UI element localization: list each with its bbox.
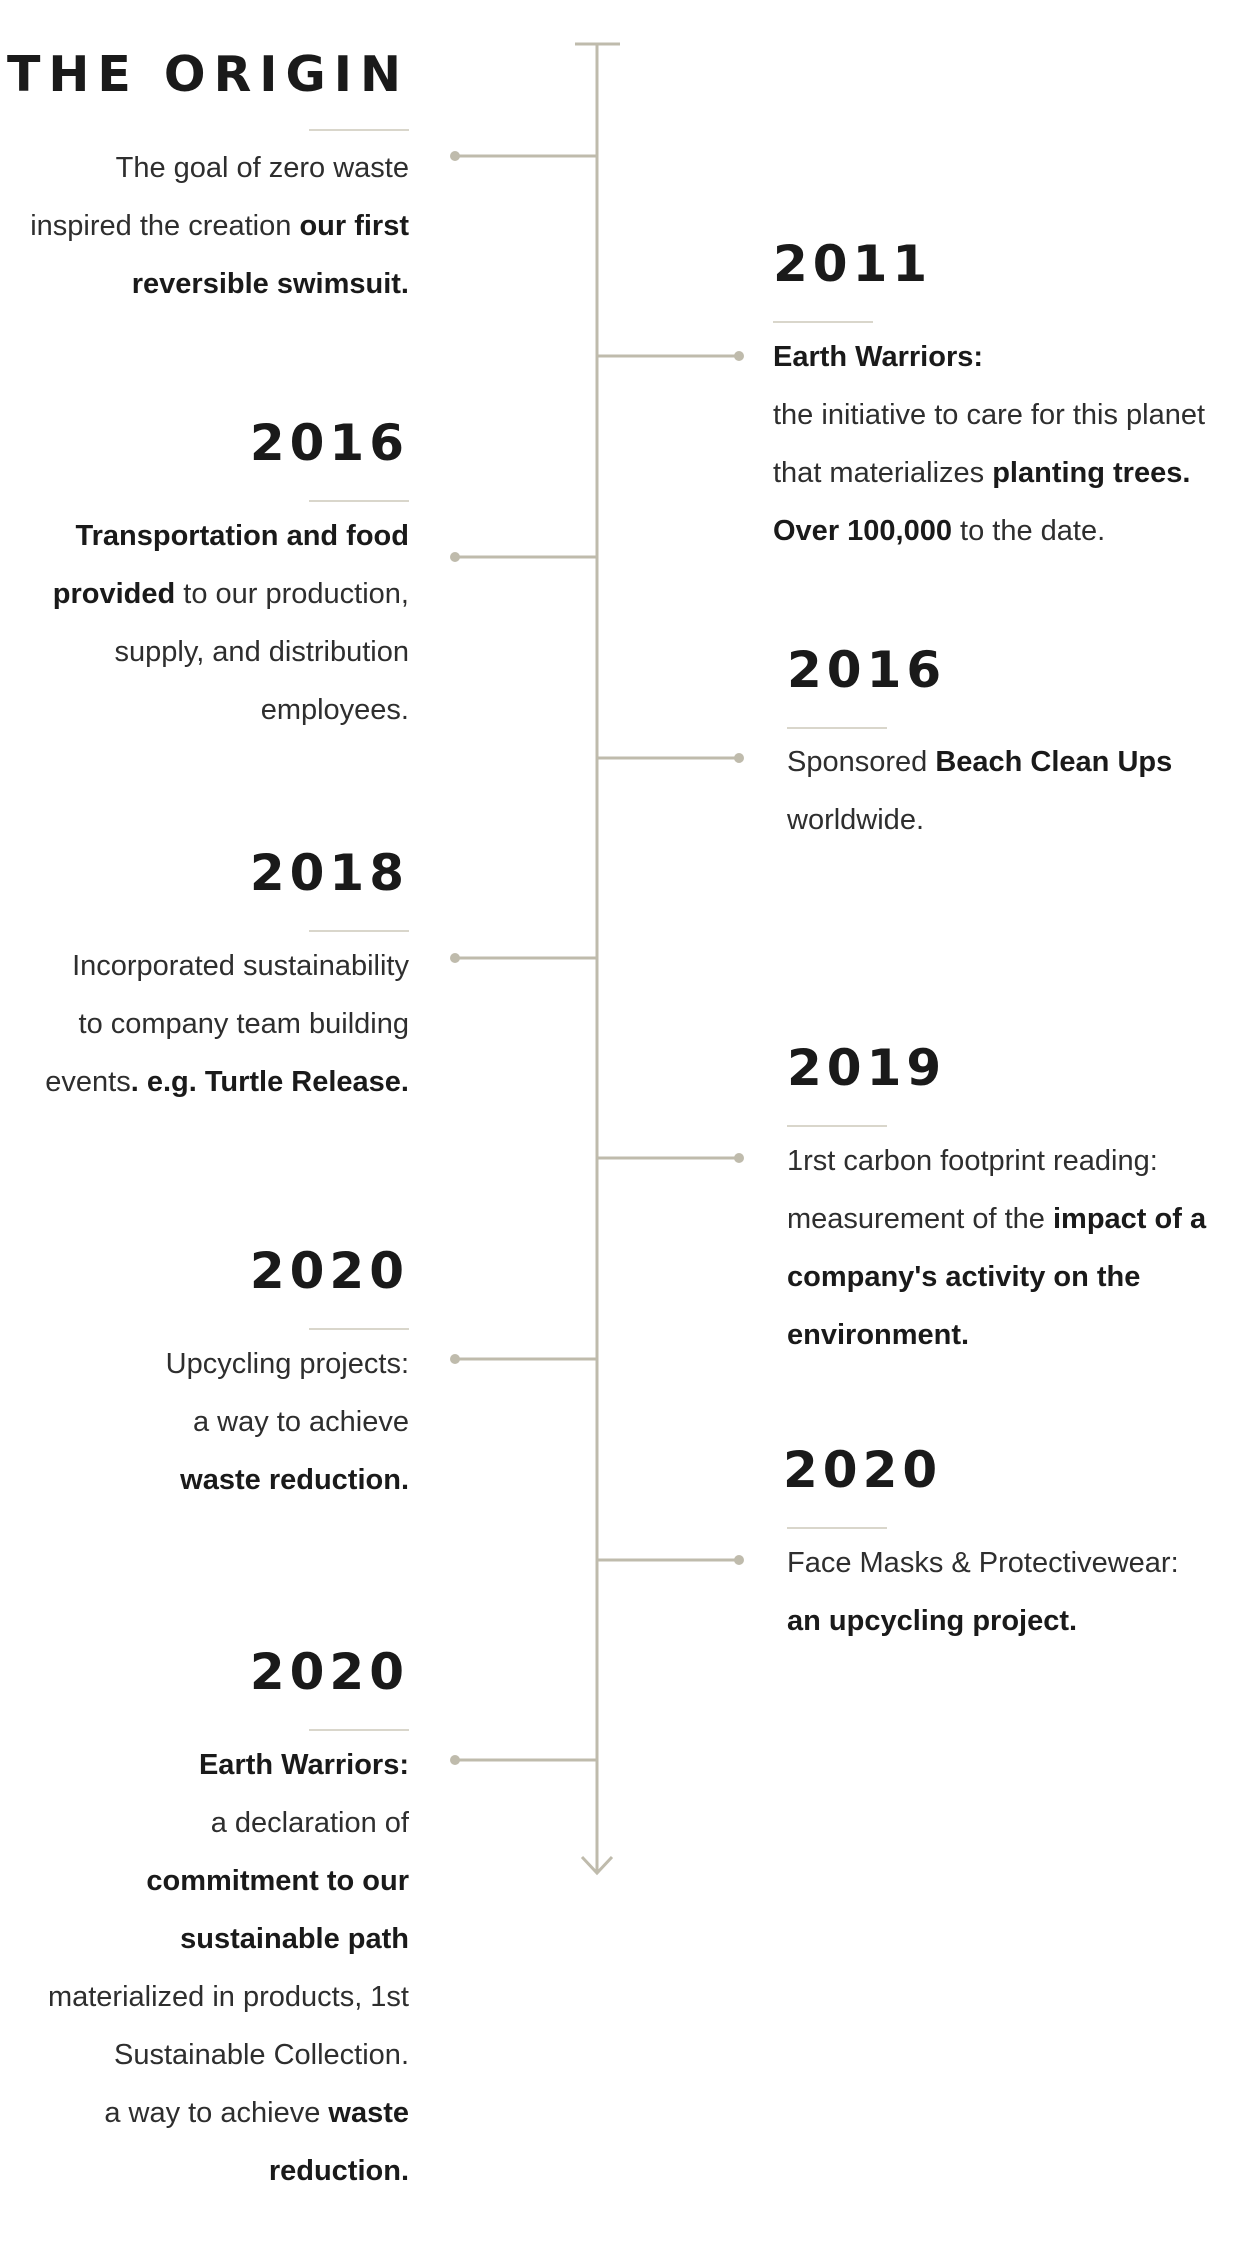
emphasis-text: Over 100,000 xyxy=(773,515,952,547)
description-line xyxy=(773,328,1243,386)
entry-title: THE ORIGIN xyxy=(6,46,409,103)
entry-divider xyxy=(309,129,409,131)
timeline-dot-icon xyxy=(734,753,744,763)
entry-divider xyxy=(309,1328,409,1330)
body-text: that materializes xyxy=(773,457,993,489)
entry-description xyxy=(0,937,409,1111)
description-line xyxy=(0,2026,409,2084)
entry-title: 2018 xyxy=(249,844,409,902)
entry-divider xyxy=(787,727,887,729)
entry-description xyxy=(0,507,409,739)
timeline-dot-icon xyxy=(734,351,744,361)
entry-divider xyxy=(309,1729,409,1731)
entry-description xyxy=(0,1736,409,2200)
timeline-dot-icon xyxy=(450,953,460,963)
body-text: Upcycling projects: xyxy=(165,1348,409,1380)
body-text: to the date. xyxy=(951,515,1106,547)
timeline-entry-2020-earth-warriors xyxy=(0,1643,409,2200)
description-line xyxy=(0,1852,409,1910)
description-line xyxy=(787,1592,1243,1650)
entry-title: 2016 xyxy=(787,641,947,699)
entry-divider xyxy=(309,930,409,932)
body-text: a declaration of xyxy=(210,1807,409,1839)
emphasis-text: provided xyxy=(52,578,176,610)
emphasis-text: Transportation and food xyxy=(75,520,409,552)
entry-divider xyxy=(787,1125,887,1127)
entry-description xyxy=(787,1132,1243,1364)
timeline-entry-2019 xyxy=(787,1039,1243,1364)
body-text: Sponsored xyxy=(787,746,936,778)
body-text: Face Masks & Protectivewear: xyxy=(787,1547,1179,1579)
emphasis-text: reversible swimsuit. xyxy=(131,268,409,300)
description-line xyxy=(773,502,1243,560)
description-line xyxy=(0,1968,409,2026)
emphasis-text: Earth Warriors: xyxy=(773,341,984,373)
entry-description xyxy=(783,1534,1243,1650)
description-line xyxy=(773,444,1243,502)
emphasis-text: waste reduction. xyxy=(180,1464,409,1496)
emphasis-text: Beach Clean Ups xyxy=(935,746,1173,778)
timeline-dot-icon xyxy=(450,552,460,562)
description-line xyxy=(0,1335,409,1393)
entry-description xyxy=(0,139,409,313)
emphasis-text: waste xyxy=(328,2097,409,2129)
emphasis-text: Earth Warriors: xyxy=(198,1749,409,1781)
body-text: Sustainable Collection. xyxy=(113,2039,409,2071)
entry-title: 2020 xyxy=(249,1643,409,1701)
description-line xyxy=(0,197,409,255)
entry-description xyxy=(773,328,1243,560)
description-line xyxy=(0,1451,409,1509)
description-line xyxy=(787,1190,1243,1248)
timeline-dot-icon xyxy=(450,1755,460,1765)
body-text: a way to achieve xyxy=(104,2097,329,2129)
emphasis-text: commitment to our xyxy=(146,1865,409,1897)
body-text: 1rst carbon footprint reading: xyxy=(787,1145,1158,1177)
body-text: a way to achieve xyxy=(192,1406,409,1438)
body-text: materialized in products, 1st xyxy=(47,1981,409,2013)
body-text: measurement of the xyxy=(787,1203,1053,1235)
body-text: worldwide. xyxy=(787,804,924,836)
emphasis-text: environment. xyxy=(787,1319,970,1351)
description-line xyxy=(787,733,1243,791)
description-line xyxy=(787,1306,1243,1364)
description-line xyxy=(0,507,409,565)
emphasis-text: reduction. xyxy=(268,2155,409,2187)
body-text: supply, and distribution xyxy=(114,636,409,668)
entry-title: 2020 xyxy=(249,1242,409,1300)
entry-title: 2020 xyxy=(783,1441,943,1499)
timeline-entry-2020-face-masks xyxy=(783,1441,1243,1650)
description-line xyxy=(0,1053,409,1111)
description-line xyxy=(0,139,409,197)
body-text: the initiative to care for this planet xyxy=(773,399,1206,431)
entry-divider xyxy=(773,321,873,323)
timeline-entry-2018 xyxy=(0,844,409,1111)
timeline-dot-icon xyxy=(450,1354,460,1364)
description-line xyxy=(0,255,409,313)
entry-description xyxy=(787,733,1243,849)
timeline-dot-icon xyxy=(734,1153,744,1163)
description-line xyxy=(787,791,1243,849)
description-line xyxy=(0,681,409,739)
description-line xyxy=(787,1248,1243,1306)
entry-divider xyxy=(787,1527,887,1529)
body-text: events xyxy=(45,1066,131,1098)
emphasis-text: . e.g. Turtle Release. xyxy=(130,1066,409,1098)
timeline-entry-2016-right xyxy=(787,641,1243,849)
body-text: The goal of zero waste xyxy=(115,152,409,184)
description-line xyxy=(787,1534,1243,1592)
description-line xyxy=(0,623,409,681)
entry-description xyxy=(0,1335,409,1509)
emphasis-text: company's activity on the xyxy=(787,1261,1141,1293)
emphasis-text: planting trees. xyxy=(992,457,1191,489)
emphasis-text: impact of a xyxy=(1052,1203,1207,1235)
description-line xyxy=(0,2142,409,2200)
timeline-entry-origin xyxy=(0,46,409,313)
description-line xyxy=(0,565,409,623)
description-line xyxy=(773,386,1243,444)
body-text: employees. xyxy=(260,694,409,726)
emphasis-text: an upcycling project. xyxy=(787,1605,1078,1637)
description-line xyxy=(0,1736,409,1794)
timeline-dot-icon xyxy=(450,151,460,161)
body-text: Incorporated sustainability xyxy=(72,950,409,982)
timeline-entry-2011 xyxy=(773,235,1243,560)
body-text: to our production, xyxy=(175,578,409,610)
description-line xyxy=(0,1910,409,1968)
emphasis-text: sustainable path xyxy=(180,1923,409,1955)
timeline-entry-2020-upcycling xyxy=(0,1242,409,1509)
timeline-dot-icon xyxy=(734,1555,744,1565)
description-line xyxy=(0,937,409,995)
emphasis-text: our first xyxy=(299,210,409,242)
description-line xyxy=(0,2084,409,2142)
entry-title: 2016 xyxy=(249,414,409,472)
body-text: inspired the creation xyxy=(30,210,300,242)
description-line xyxy=(0,1393,409,1451)
entry-title: 2019 xyxy=(787,1039,947,1097)
description-line xyxy=(0,1794,409,1852)
description-line xyxy=(787,1132,1243,1190)
entry-title: 2011 xyxy=(773,235,933,293)
timeline-entry-2016-left xyxy=(0,414,409,739)
body-text: to company team building xyxy=(78,1008,409,1040)
entry-divider xyxy=(309,500,409,502)
description-line xyxy=(0,995,409,1053)
